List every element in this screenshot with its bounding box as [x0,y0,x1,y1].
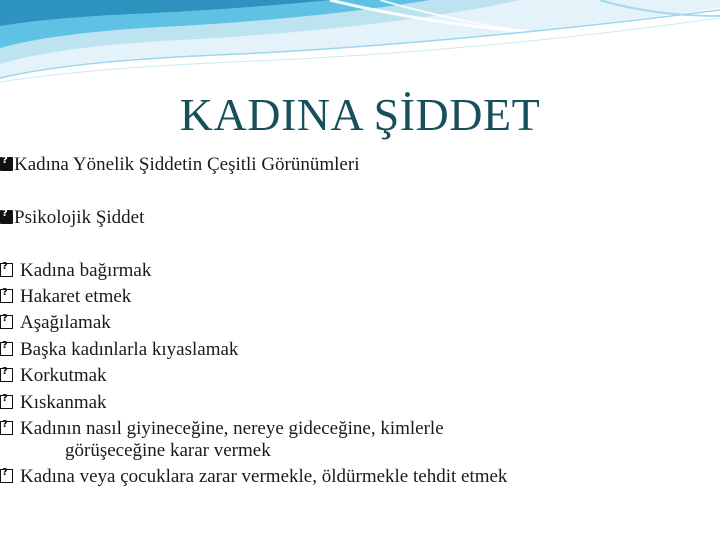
list-item-text: Aşağılamak [20,312,111,333]
list-item-text: Hakaret etmek [20,286,132,307]
list-item [0,418,444,440]
bullet-glyph-icon [0,395,13,409]
list-item [0,466,507,488]
section-heading [0,207,144,229]
bullet-glyph-icon [0,421,13,435]
bullet-glyph-icon [0,263,13,277]
bullet-glyph-icon [0,469,13,483]
list-item-text: Kadının nasıl giyineceğine, nereye gideceğine, kimlerle [20,418,444,439]
subtitle-text: Kadına Yönelik Şiddetin Çeşitli Görünümleri [14,154,360,175]
list-item-continuation: görüşeceğine karar vermek [65,440,271,461]
list-item-text: Kadına veya çocuklara zarar vermekle, öldürmekle tehdit etmek [20,466,508,487]
list-item-text: Korkutmak [20,365,107,386]
bullet-glyph-icon [0,157,13,171]
bullet-glyph-icon [0,315,13,329]
bullet-glyph-icon [0,210,13,224]
header-wave-decoration [0,0,720,90]
list-item-text: Kadına bağırmak [20,260,152,281]
list-item [0,339,238,361]
section-heading-text: Psikolojik Şiddet [14,207,145,228]
list-item [0,365,107,387]
bullet-glyph-icon [0,289,13,303]
slide-title: KADINA ŞİDDET [179,89,541,140]
bullet-glyph-icon [0,368,13,382]
list-item [0,312,111,334]
subtitle-line [0,154,359,176]
bullet-glyph-icon [0,342,13,356]
list-item [0,260,151,282]
list-item [0,286,131,308]
list-item-text: Başka kadınlarla kıyaslamak [20,339,239,360]
list-item [0,392,107,414]
list-item-text: Kıskanmak [20,392,107,413]
